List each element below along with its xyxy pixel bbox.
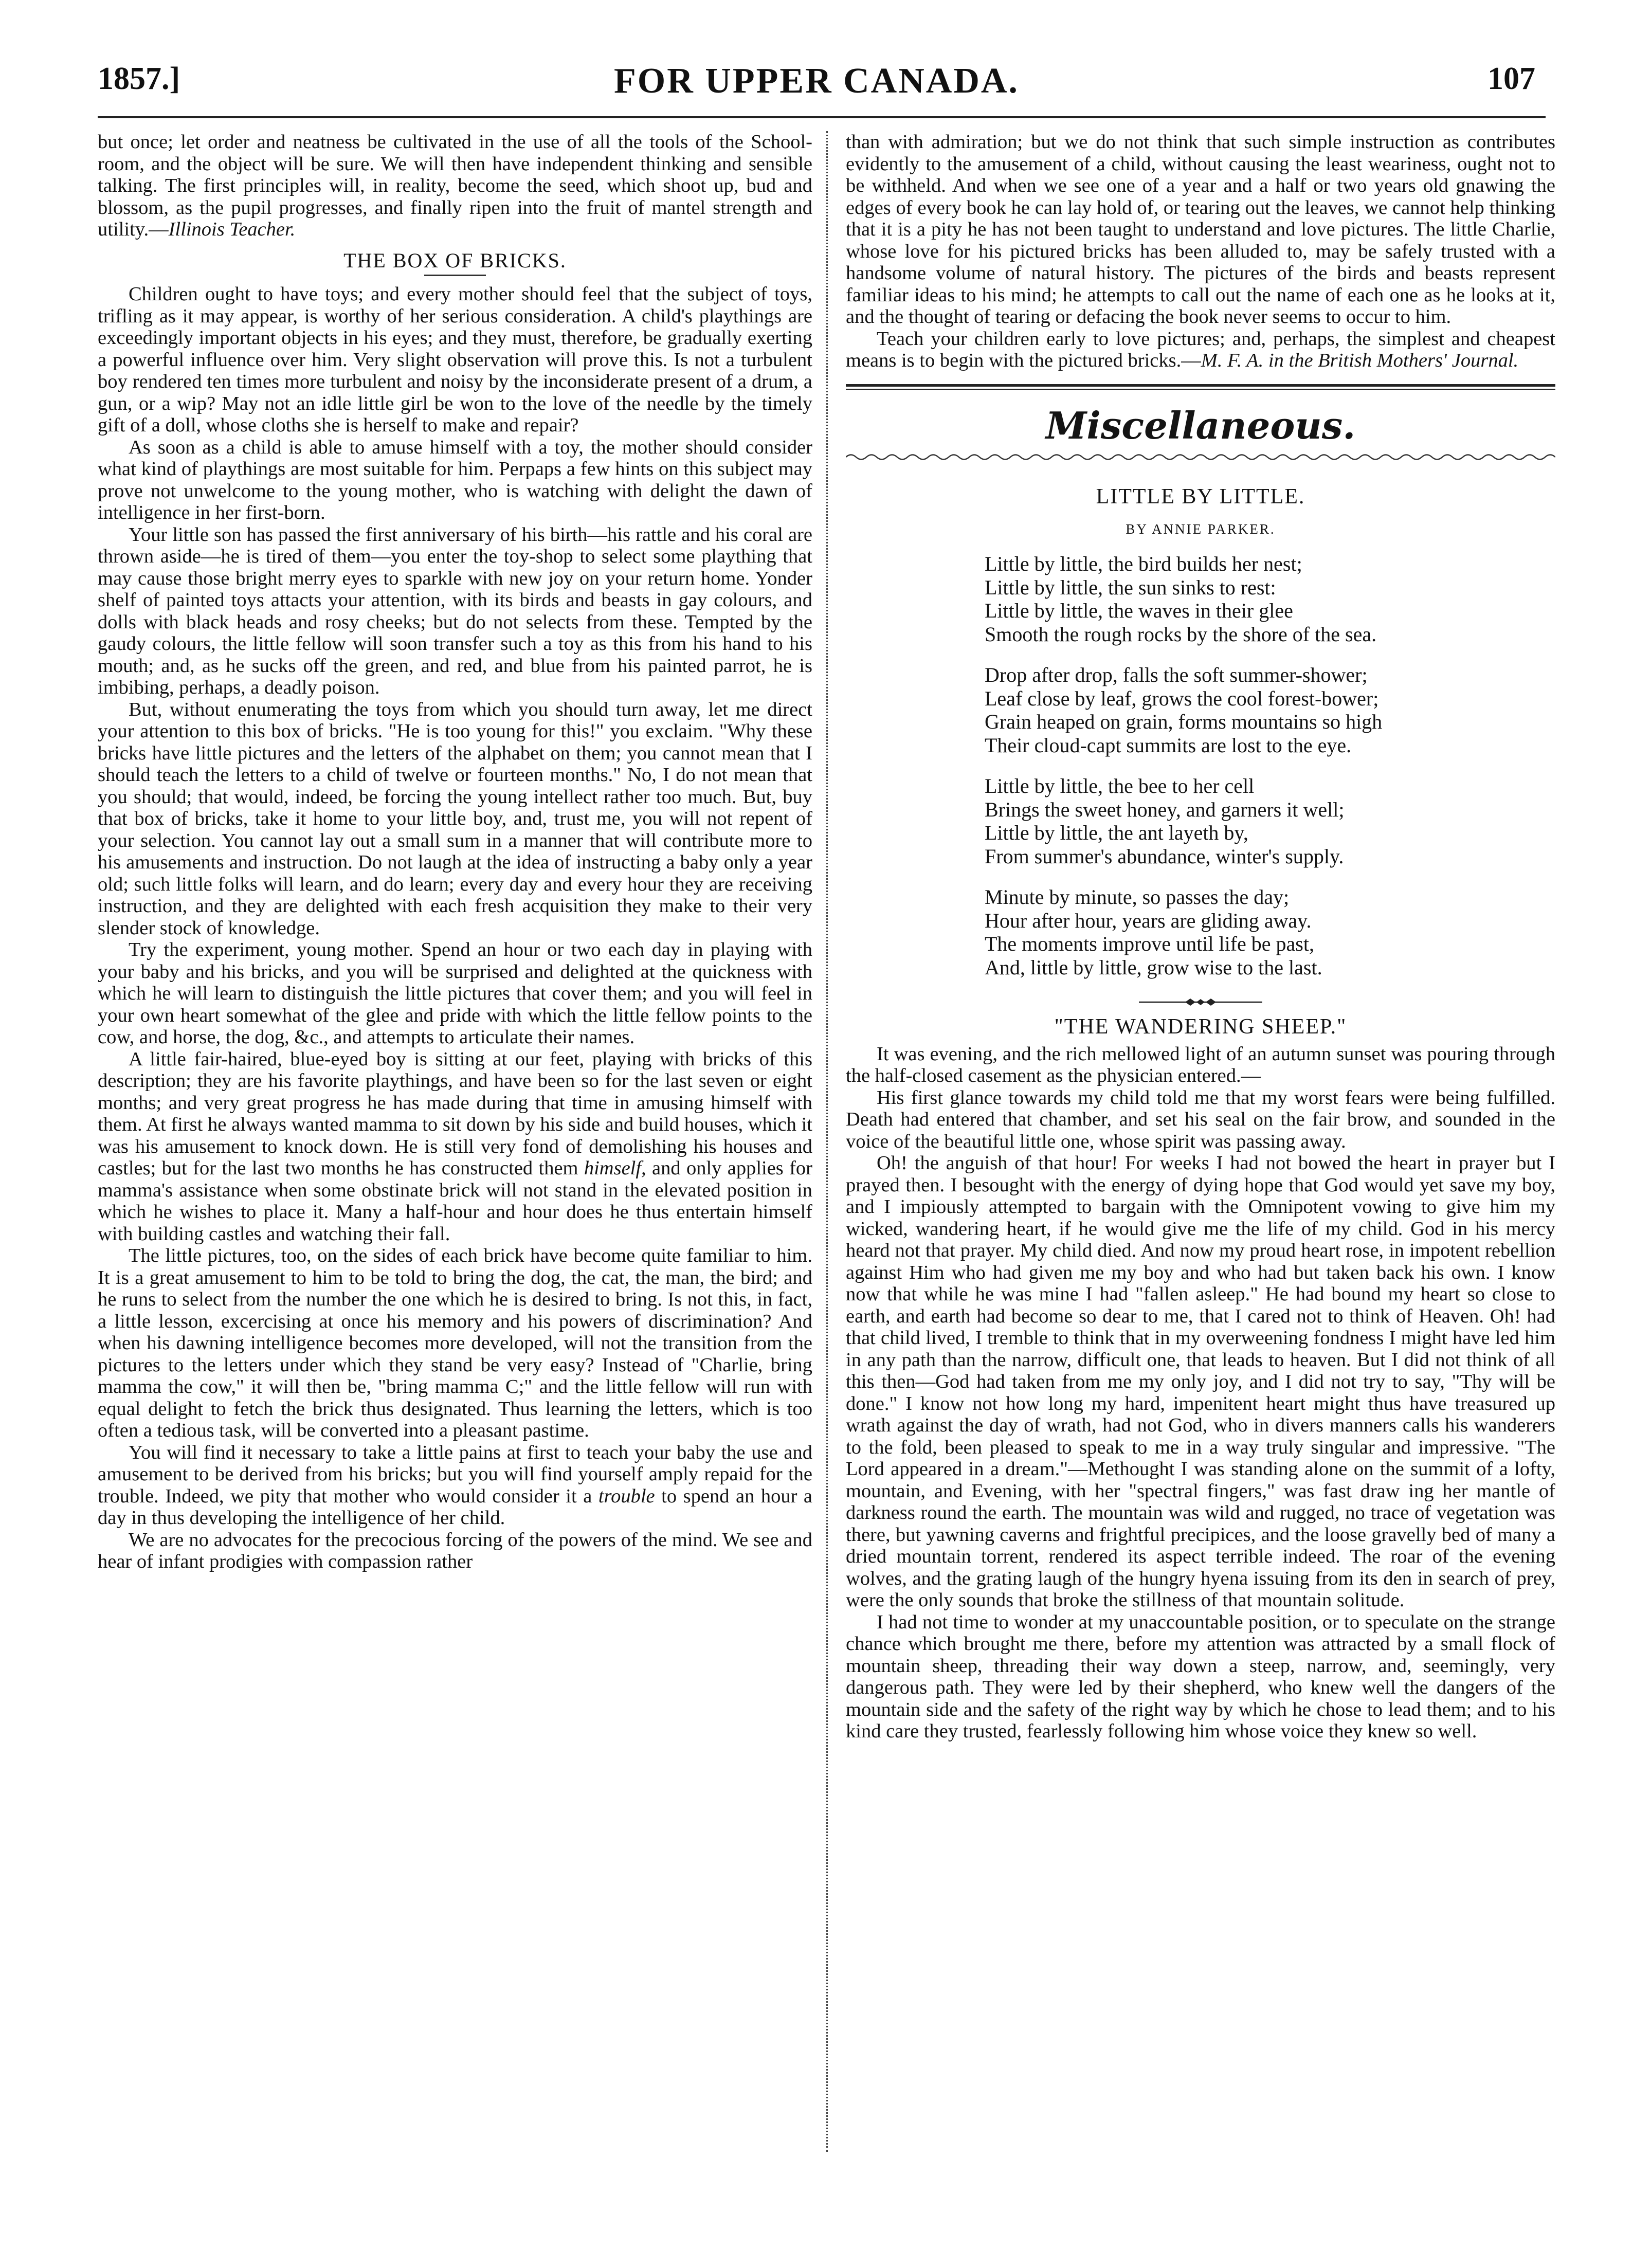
article-paragraph: Children ought to have toys; and every mother should feel that the subject of toys, trifling as it may appear, is worthy of her serious consideration. A child's playthings are exceedingly important objects in his eyes; and they must, therefore, be gradually exerting a powerful influence over him. Very slight observation will prove this. Is not a turbulent boy rendered ten times more turbulent and noisy by the inconsiderate present of a drum, a gun, or a wip? May not an idle little girl be won to the love of the needle by the timely gift of a doll, whose cloths she is herself to make and repair? — [98, 283, 812, 436]
poem-title: LITTLE BY LITTLE. — [1096, 485, 1305, 509]
intro-paragraph: but once; let order and neatness be cultivated in the use of all the tools of the School-room, and the object will be sure. We will then have independent thinking and sensible talking. The first principles will, in reality, become the seed, which shoot up, bud and blossom, as the pupil progresses, and finally ripen into the fruit of mantel strength and utility.—Illinois Teacher. — [98, 131, 812, 240]
poem-stanza — [985, 552, 1555, 646]
continuation-paragraph: than with admiration; but we do not think that such simple instruction as contributes evidently to the amusement of a child, without causing the least weariness, ought not to be withheld. And when we see one of a year and a half or two years old gnawing the edges of every book he can lay hold of, or tearing out the leaves, we cannot help thinking that it is a pity he has not been taught to understand and love pictures. The little Charlie, whose love for his pictured bricks has been alluded to, may be safely trusted with a handsome volume of natural history. The pictures of the birds and beasts represent familiar ideas to his mind; he attempts to call out the name of each one as he looks at it, and the thought of tearing or defacing the book never seems to occur to him. — [846, 131, 1555, 328]
poem-line: Their cloud-capt summits are lost to the eye. — [985, 733, 1352, 757]
poem-line: Smooth the rough rocks by the shore of the sea. — [985, 622, 1377, 646]
header-rule — [98, 116, 1546, 118]
heading-rule — [424, 275, 486, 276]
poem-stanza — [985, 774, 1555, 868]
column-divider — [826, 131, 828, 2152]
poem-stanza — [985, 663, 1555, 757]
poem-line: The moments improve until life be past, — [985, 932, 1314, 955]
article-paragraph: A little fair-haired, blue-eyed boy is sitting at our feet, playing with bricks of this description; they are his favorite playthings, and have been so for the last seven or eight months; and very great progress he has made during that time in amusing himself with them. At first he always wanted mamma to sit down by his side and build houses, which it was his amusement to knock down. He is still very fond of demolishing his houses and castles; but for the last two months he has constructed them himself, and only applies for mamma's assistance when some obstinate brick will not stand in the elevated position in which he wishes to place it. Many a half-hour and hour does he thus entertain himself with building castles and watching their fall. — [98, 1048, 813, 1245]
story-paragraph: His first glance towards my child told me that my worst fears were being fulfilled. Death had entered that chamber, and set his seal on the fair brow, and sounded in the voice of the beautiful little one, whose spirit was passing away. — [846, 1086, 1555, 1152]
right-column — [846, 131, 1555, 1743]
section-title: Miscellaneous. — [1045, 403, 1356, 447]
article-paragraph: We are no advocates for the precocious forcing of the powers of the mind. We see and hear of infant prodigies with compassion rather — [98, 1529, 812, 1572]
poem-line: And, little by little, grow wise to the last. — [985, 955, 1322, 979]
story-title: "THE WANDERING SHEEP." — [1054, 1015, 1347, 1039]
running-head — [77, 61, 1556, 117]
wavy-rule — [846, 451, 1555, 463]
emphasis-text: himself, — [584, 1157, 646, 1179]
poem-line: Little by little, the waves in their glee — [985, 599, 1293, 622]
publication-title: FOR UPPER CANADA. — [614, 61, 1019, 101]
story-paragraph: I had not time to wonder at my unaccountable position, or to speculate on the strange chance which brought me there, before my attention was attracted by a small flock of mountain sheep, threading their way down a steep, narrow, and, seemingly, very dangerous path. They were led by their shepherd, who knew well the dangers of the mountain side and the safety of the right way by which he chose to lead them; and to his kind care they trusted, fearlessly following him whose voice they knew so well. — [846, 1611, 1555, 1742]
closing-paragraph: Teach your children early to love pictures; and, perhaps, the simplest and cheapest means is to begin with the pictured bricks.—M. F. A. in the British Mothers' Journal. — [846, 328, 1555, 371]
poem-line: From summer's abundance, winter's supply. — [985, 844, 1344, 868]
poem-line: Drop after drop, falls the soft summer-shower; — [985, 663, 1368, 686]
poem-line: Little by little, the sun sinks to rest: — [985, 575, 1276, 599]
poem-line: Leaf close by leaf, grows the cool forest-bower; — [985, 686, 1379, 710]
poem-line: Hour after hour, years are gliding away. — [985, 909, 1312, 932]
poem-stanza — [985, 885, 1555, 979]
poem-line: Little by little, the bee to her cell — [985, 774, 1255, 797]
issue-year: 1857.] — [98, 61, 180, 96]
article-paragraph: Try the experiment, young mother. Spend an hour or two each day in playing with your baby and his bricks, and you will be surprised and delighted at the quickness with which he will learn to distinguish the little pictures that cover them; and you will feel in your own heart somewhat of the glee and pride with which the little fellow points to the cow, and horse, the dog, &c., and attempts to articulate their names. — [98, 939, 812, 1048]
section-double-rule — [846, 384, 1555, 390]
poem-line: Little by little, the bird builds her nest; — [985, 552, 1302, 575]
page-number: 107 — [1487, 61, 1535, 96]
emphasis-text: trouble — [598, 1485, 655, 1507]
poem-line: Little by little, the ant layeth by, — [985, 821, 1248, 844]
story-paragraph: Oh! the anguish of that hour! For weeks I had not bowed the heart in prayer but I prayed then. I besought with the energy of dying hope that God would yet save my boy, and I impiously attempted to bargain with the Omnipotent vowing to give him my wicked, wandering heart, if he would give me the life of my child. God in his mercy heard not that prayer. My child died. And now my proud heart rose, in impotent rebellion against Him who had given me my boy and who had but taken back his own. I know now that while he was mine I had "fallen asleep." He had bound my heart so close to earth, and earth had become so dear to me, that I cared not to think of Heaven. Oh! had that child lived, I tremble to think that in my overweening fondness I might have led him in any path than the narrow, difficult one, that leads to heaven. But I did not think of all this then—God had taken from me my only joy, and I did not try to say, "Thy will be done." I know not how long my hard, impenitent heart might thus have treasured up wrath against the day of wrath, had not God, who in divers manners calls his wanderers to the fold, been pleased to speak to me in a way truly singular and impressive. "The Lord appeared in a dream."—Methought I was standing alone on the summit of a lofty, mountain, and Evening, with her "spectral fingers," was fast draw ing her mantle of darkness round the earth. The mountain was wild and rugged, no trace of vegetation was there, but yawning caverns and frightful precipices, and the loose gravelly bed of many a dried mountain torrent, rendered its aspect terrible indeed. The roar of the evening wolves, and the grating laugh of the hungry hyena issuing from its den in search of prey, were the only sounds that broke the stillness of that mountain solitude. — [846, 1152, 1555, 1611]
article-heading: THE BOX OF BRICKS. — [343, 248, 567, 272]
article-paragraph: As soon as a child is able to amuse himself with a toy, the mother should consider what kind of playthings are most suitable for him. Perpaps a few hints on this subject may prove not unwelcome to the young mother, who is watching with delight the dawn of intelligence in her first-born. — [98, 436, 812, 523]
article-paragraph: You will find it necessary to take a little pains at first to teach your baby the use and amusement to be derived from his bricks; but you will find yourself amply repaid for the trouble. Indeed, we pity that mother who would consider it a trouble to spend an hour a day in thus developing the intelligence of her child. — [98, 1441, 813, 1529]
poem-line: Grain heaped on grain, forms mountains so high — [985, 710, 1383, 733]
poem-line: Brings the sweet honey, and garners it well; — [985, 797, 1345, 821]
left-column — [98, 131, 812, 1573]
article-paragraph: But, without enumerating the toys from which you should turn away, let me direct your attention to this box of bricks. "He is too young for this!" you exclaim. "Why these bricks have little pictures and the letters of the alphabet on them; you cannot mean that I should teach the letters to a child of twelve or fourteen months." No, I do not mean that you should; that would, indeed, be forcing the young intellect rather too much. But, buy that box of bricks, take it home to your little boy, and, trust me, you will not repent of your selection. You cannot lay out a small sum in a manner that will contribute more to his amusements and instruction. Do not laugh at the idea of instructing a baby only a year old; such little folks will learn, and do learn; every day and every hour they are receiving instruction, and they are delighted with each fresh acquisition they make to their very slender stock of knowledge. — [98, 698, 812, 939]
closing-source: M. F. A. in the British Mothers' Journal. — [1201, 350, 1519, 371]
poem-byline: BY ANNIE PARKER. — [1126, 521, 1276, 537]
ornament-divider — [1139, 996, 1262, 1008]
intro-source: Illinois Teacher. — [168, 219, 296, 240]
article-paragraph: Your little son has passed the first anniversary of his birth—his rattle and his coral are thrown aside—he is tired of them—you enter the toy-shop to select some plaything that may cause those bright merry eyes to sparkle with new joy on your return home. Yonder shelf of painted toys attacts your attention, with its birds and beasts in gay colours, and dolls with black heads and rosy cheeks; but do not selects from these. Tempted by the gaudy colours, the little fellow will soon transfer such a toy as this from his hand to his mouth; and, as he sucks off the green, and red, and blue from his painted parrot, he is imbibing, perhaps, a deadly poison. — [98, 523, 812, 698]
story-paragraph: It was evening, and the rich mellowed light of an autumn sunset was pouring through the half-closed casement as the physician entered.— — [846, 1043, 1555, 1086]
article-paragraph: The little pictures, too, on the sides of each brick have become quite familiar to him. It is a great amusement to him to be told to bring the dog, the cat, the man, the bird; and he runs to select from the number the one which he is desired to bring. Is not this, in fact, a little lesson, excercising at once his memory and his powers of discrimination? And when his dawning intelligence becomes more developed, will not the transition from the pictures to the letters under which they stand be very easy? Instead of "Charlie, bring mamma the cow," it will then be, "bring mamma C;" and the little fellow will run with equal delight to fetch the brick thus designated. Thus learning the letters, which is too often a tedious task, will be converted into a pleasant pastime. — [98, 1245, 812, 1441]
poem-line: Minute by minute, so passes the day; — [985, 885, 1290, 909]
